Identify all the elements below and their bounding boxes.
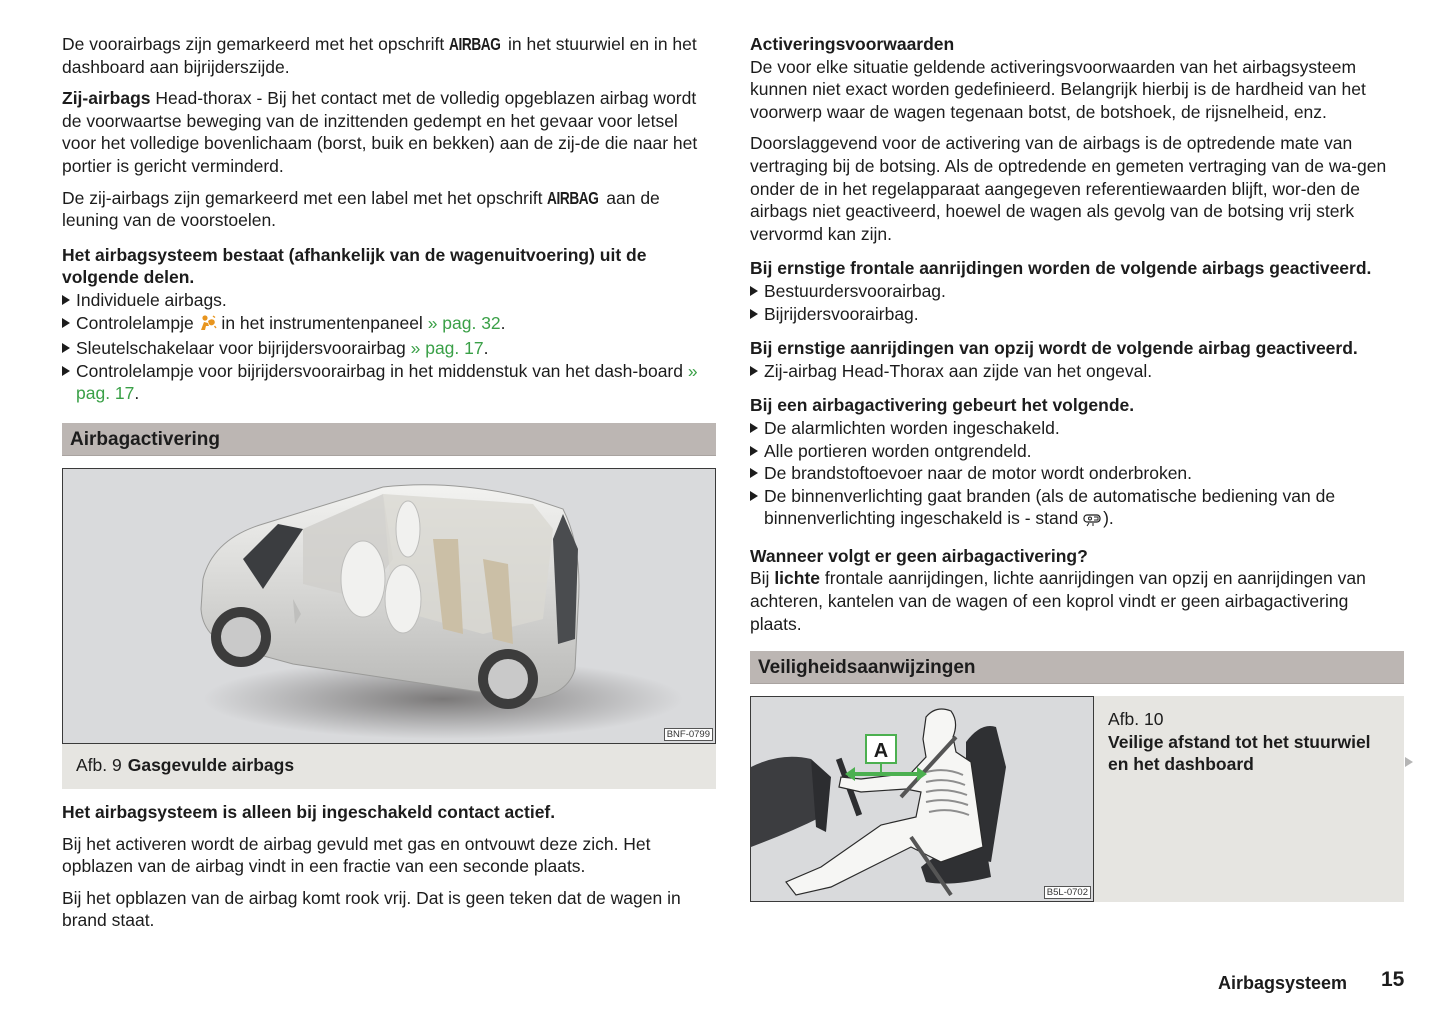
parts-heading: Het airbagsysteem bestaat (afhankelijk van de wagenuitvoering) uit de volgende delen. — [62, 244, 647, 288]
list-item: Bijrijdersvoorairbag. — [750, 303, 1404, 326]
driver-distance-illustration — [750, 696, 1094, 902]
list-item: Controlelampje in het instrumentenpaneel » pag. 32. — [62, 312, 716, 338]
list-item: De binnenverlichting gaat branden (als de automatische bediening van de binnenverlichting ingeschakeld is - stand ). — [750, 485, 1404, 533]
paragraph: Bij het opblazen van de airbag komt rook vrij. Dat is geen teken dat de wagen in brand staat. — [62, 887, 681, 931]
paragraph: De voor elke situatie geldende activeringsvoorwaarden van het airbagsysteem kunnen niet exact worden gedefinieerd. Belangrijk hierbij is de hardheid van het voorwerp waar de wagen tegenaan botst, de botshoek, de rijsnelheid, enz. — [750, 56, 1366, 122]
front-airbag-paragraph: De voorairbags zijn gemarkeerd met het opschrift AIRBAG in het stuurwiel en in het dashboard aan bijrijderszijde. — [62, 34, 697, 77]
page-17-link[interactable]: » pag. 17 — [410, 338, 484, 359]
figure-10 — [750, 696, 1404, 902]
conditions-heading: Activeringsvoorwaarden — [750, 34, 955, 54]
car-icon — [63, 469, 714, 742]
list-item: Controlelampje voor bijrijdersvoorairbag in het middenstuk van het dash-board » pag. 17. — [62, 360, 716, 405]
paragraph: Bij het activeren wordt de airbag gevuld met gas en ontvouwt deze zich. Het opblazen van de airbag vindt in een fractie van een seconde plaats. — [62, 833, 651, 877]
page-32-link[interactable]: » pag. 32 — [427, 312, 501, 333]
list-item: Alle portieren worden ontgrendeld. — [750, 440, 1404, 463]
side-airbag-paragraph: Zij-airbags Head-thorax - Bij het contact met de volledig opgeblazen airbag wordt de voorwaartse beweging van de inzittenden gedempt en het gevaar voor letsel voor het volledige bovenlichaam (borst, buik en bekken) aan de zij-de die naar het portier is gericht verminderd. — [62, 88, 698, 176]
figure-code: B5L-0702 — [1044, 886, 1091, 899]
list-item: De alarmlichten worden ingeschakeld. — [750, 417, 1404, 440]
airbag-warning-icon — [199, 315, 217, 338]
airbag-label: AIRBAG — [449, 34, 501, 54]
events-list — [750, 417, 1404, 533]
list-item: De brandstoftoevoer naar de motor wordt onderbroken. — [750, 462, 1404, 485]
list-item: Sleutelschakelaar voor bijrijdersvoorairbag » pag. 17. — [62, 337, 716, 360]
list-item: Individuele airbags. — [62, 289, 716, 312]
car-airbag-illustration — [62, 468, 716, 744]
figure-9 — [62, 468, 716, 789]
distance-label: A — [873, 740, 889, 763]
no-activation-heading: Wanneer volgt er geen airbagactivering? — [750, 545, 1088, 566]
active-heading: Het airbagsysteem is alleen bij ingeschakeld contact actief. — [62, 801, 556, 822]
side-heading: Bij ernstige aanrijdingen van opzij wordt de volgende airbag geactiveerd. — [750, 338, 1358, 359]
page-17-link[interactable]: » pag. 17 — [76, 360, 698, 404]
parts-list — [62, 289, 716, 405]
list-item: Bestuurdersvoorairbag. — [750, 280, 1404, 303]
side-airbag-label-paragraph: De zij-airbags zijn gemarkeerd met een label met het opschrift AIRBAG aan de leuning van de voorstoelen. — [62, 187, 660, 231]
figure-title: Veilige afstand tot het stuurwiel en het dashboard — [1108, 731, 1371, 775]
right-column — [750, 33, 1404, 902]
frontal-list — [750, 280, 1404, 325]
figure-number: Afb. 9 — [76, 754, 122, 775]
figure-title: Gasgevulde airbags — [127, 754, 295, 775]
figure-number: Afb. 10 — [1108, 709, 1164, 730]
footer-chapter-title: Airbagsysteem — [1218, 973, 1348, 993]
page-number: 15 — [1381, 968, 1405, 991]
left-column — [62, 33, 716, 941]
section-heading-veiligheidsaanwijzingen: Veiligheidsaanwijzingen — [750, 651, 1404, 684]
section-heading-airbagactivering: Airbagactivering — [62, 423, 716, 456]
paragraph: Doorslaggevend voor de activering van de airbags is de optredende mate van vertraging bij de botsing. Als de optredende en gemeten vertraging van de wa-gen onder de in het regelapparaat aangegeven referentiewaarden blijft, wor-den de airbags niet geactiveerd, hoewel de wagen als gevolg van de botsing vrij sterk vervormd kan zijn. — [750, 133, 1387, 244]
events-heading: Bij een airbagactivering gebeurt het volgende. — [750, 395, 1135, 416]
figure-code: BNF-0799 — [664, 728, 713, 741]
figure-caption — [62, 744, 716, 789]
continue-arrow-icon — [1405, 757, 1413, 767]
list-item: Zij-airbag Head-Thorax aan zijde van het ongeval. — [750, 360, 1404, 383]
door-light-icon — [1083, 510, 1103, 533]
airbag-label: AIRBAG — [547, 187, 599, 208]
side-list — [750, 360, 1404, 383]
frontal-heading: Bij ernstige frontale aanrijdingen worden de volgende airbags geactiveerd. — [750, 258, 1372, 279]
driver-seat-icon — [751, 697, 1092, 900]
figure-caption — [1094, 696, 1404, 902]
no-activation-paragraph: Bij lichte frontale aanrijdingen, lichte aanrijdingen van opzij en aanrijdingen van achteren, kantelen van de wagen of een koprol vindt er geen airbagactivering plaats. — [750, 568, 1366, 634]
